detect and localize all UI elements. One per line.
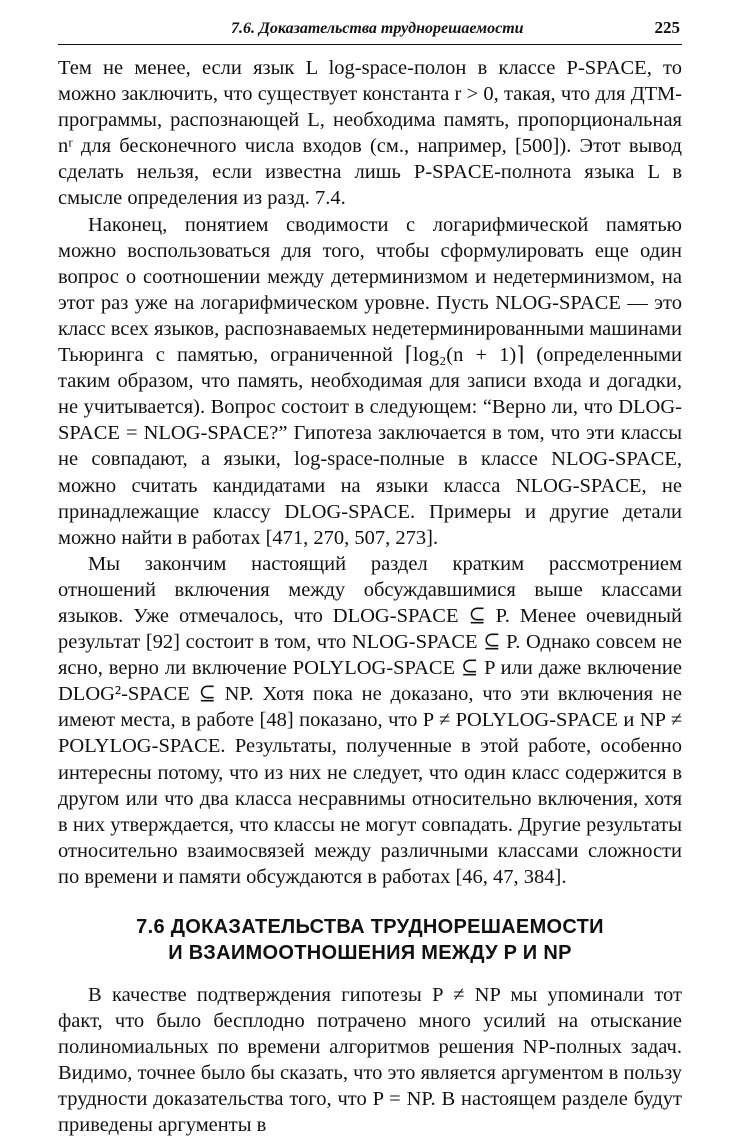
- paragraph-inclusion-relations: Мы закончим настоящий раздел кратким рассмотрением отношений включения между обсуждавшимися выше классами языков. Уже отмечалось, что DLOG-SPACE ⊆ P. Менее очевидный результат [92] состоит в том, что NLOG-SPACE ⊆ P. Однако совсем не ясно, верно ли включение POLYLOG-SPACE ⊆ P или даже включение DLOG²-SPACE ⊆ NP. Хотя пока не доказано, что эти включения не имеют места, в работе [48] показано, что P ≠ POLYLOG-SPACE и NP ≠ POLYLOG-SPACE. Результаты, полученные в этой работе, особенно интересны потому, что из них не следует, что один класс содержится в другом или что два класса несравнимы относительно включения, хотя в них утверждается, что классы не могут совпадать. Другие результаты относительно взаимосвязей между различными классами сложности по времени и памяти обсуждаются в работах [46, 47, 384].: [58, 552, 682, 888]
- running-head-title: 7.6. Доказательства труднорешаемости: [230, 20, 524, 37]
- section-heading-line-2: И ВЗАИМООТНОШЕНИЯ МЕЖДУ P И NP: [168, 942, 572, 964]
- paragraph-section-intro: В качестве подтверждения гипотезы P ≠ NP мы упоминали тот факт, что было бесплодно потрачено много усилий на отыскание полиномиальных по времени алгоритмов решения NP-полных задач. Видимо, точнее было бы сказать, что это является аргументом в пользу трудности доказательства того, что P = NP. В настоящем разделе будут приведены аргументы в: [58, 984, 682, 1137]
- paragraph-pspace-complete: Тем не менее, если язык L log-space-полон в классе P-SPACE, то можно заключить, что существует константа r > 0, такая, что для ДТМ-программы, распознающей L, необходима память, пропорциональная nʳ для бесконечного числа входов (см., например, [500]). Этот вывод сделать нельзя, если известна лишь P-SPACE-полнота языка L в смысле определения из разд. 7.4.: [58, 57, 682, 210]
- paragraph-nlog-space: Наконец, понятием сводимости с логарифмической памятью можно воспользоваться для того, чтобы сформулировать еще один вопрос о соотношении между детерминизмом и недетерминизмом, на этот раз уже на логарифмическом уровне. Пусть NLOG-SPACE — это класс всех языков, распознаваемых недетерминированными машинами Тьюринга с памятью, ограниченной ⌈log₂(n + 1)⌉ (определенными таким образом, что память, необходимая для записи входа и догадки, не учитывается). Вопрос состоит в следующем: “Верно ли, что DLOG-SPACE = NLOG-SPACE?” Гипотеза заключается в том, что эти классы не совпадают, а языки, log-space-полные в классе NLOG-SPACE, можно считать кандидатами на языки класса NLOG-SPACE, не принадлежащие классу DLOG-SPACE. Примеры и другие детали можно найти в работах [471, 270, 507, 273].: [58, 213, 682, 549]
- section-heading-line-1: 7.6 ДОКАЗАТЕЛЬСТВА ТРУДНОРЕШАЕМОСТИ: [136, 916, 604, 938]
- page-number: 225: [654, 18, 680, 37]
- section-heading: [58, 914, 682, 966]
- running-head: [58, 18, 682, 45]
